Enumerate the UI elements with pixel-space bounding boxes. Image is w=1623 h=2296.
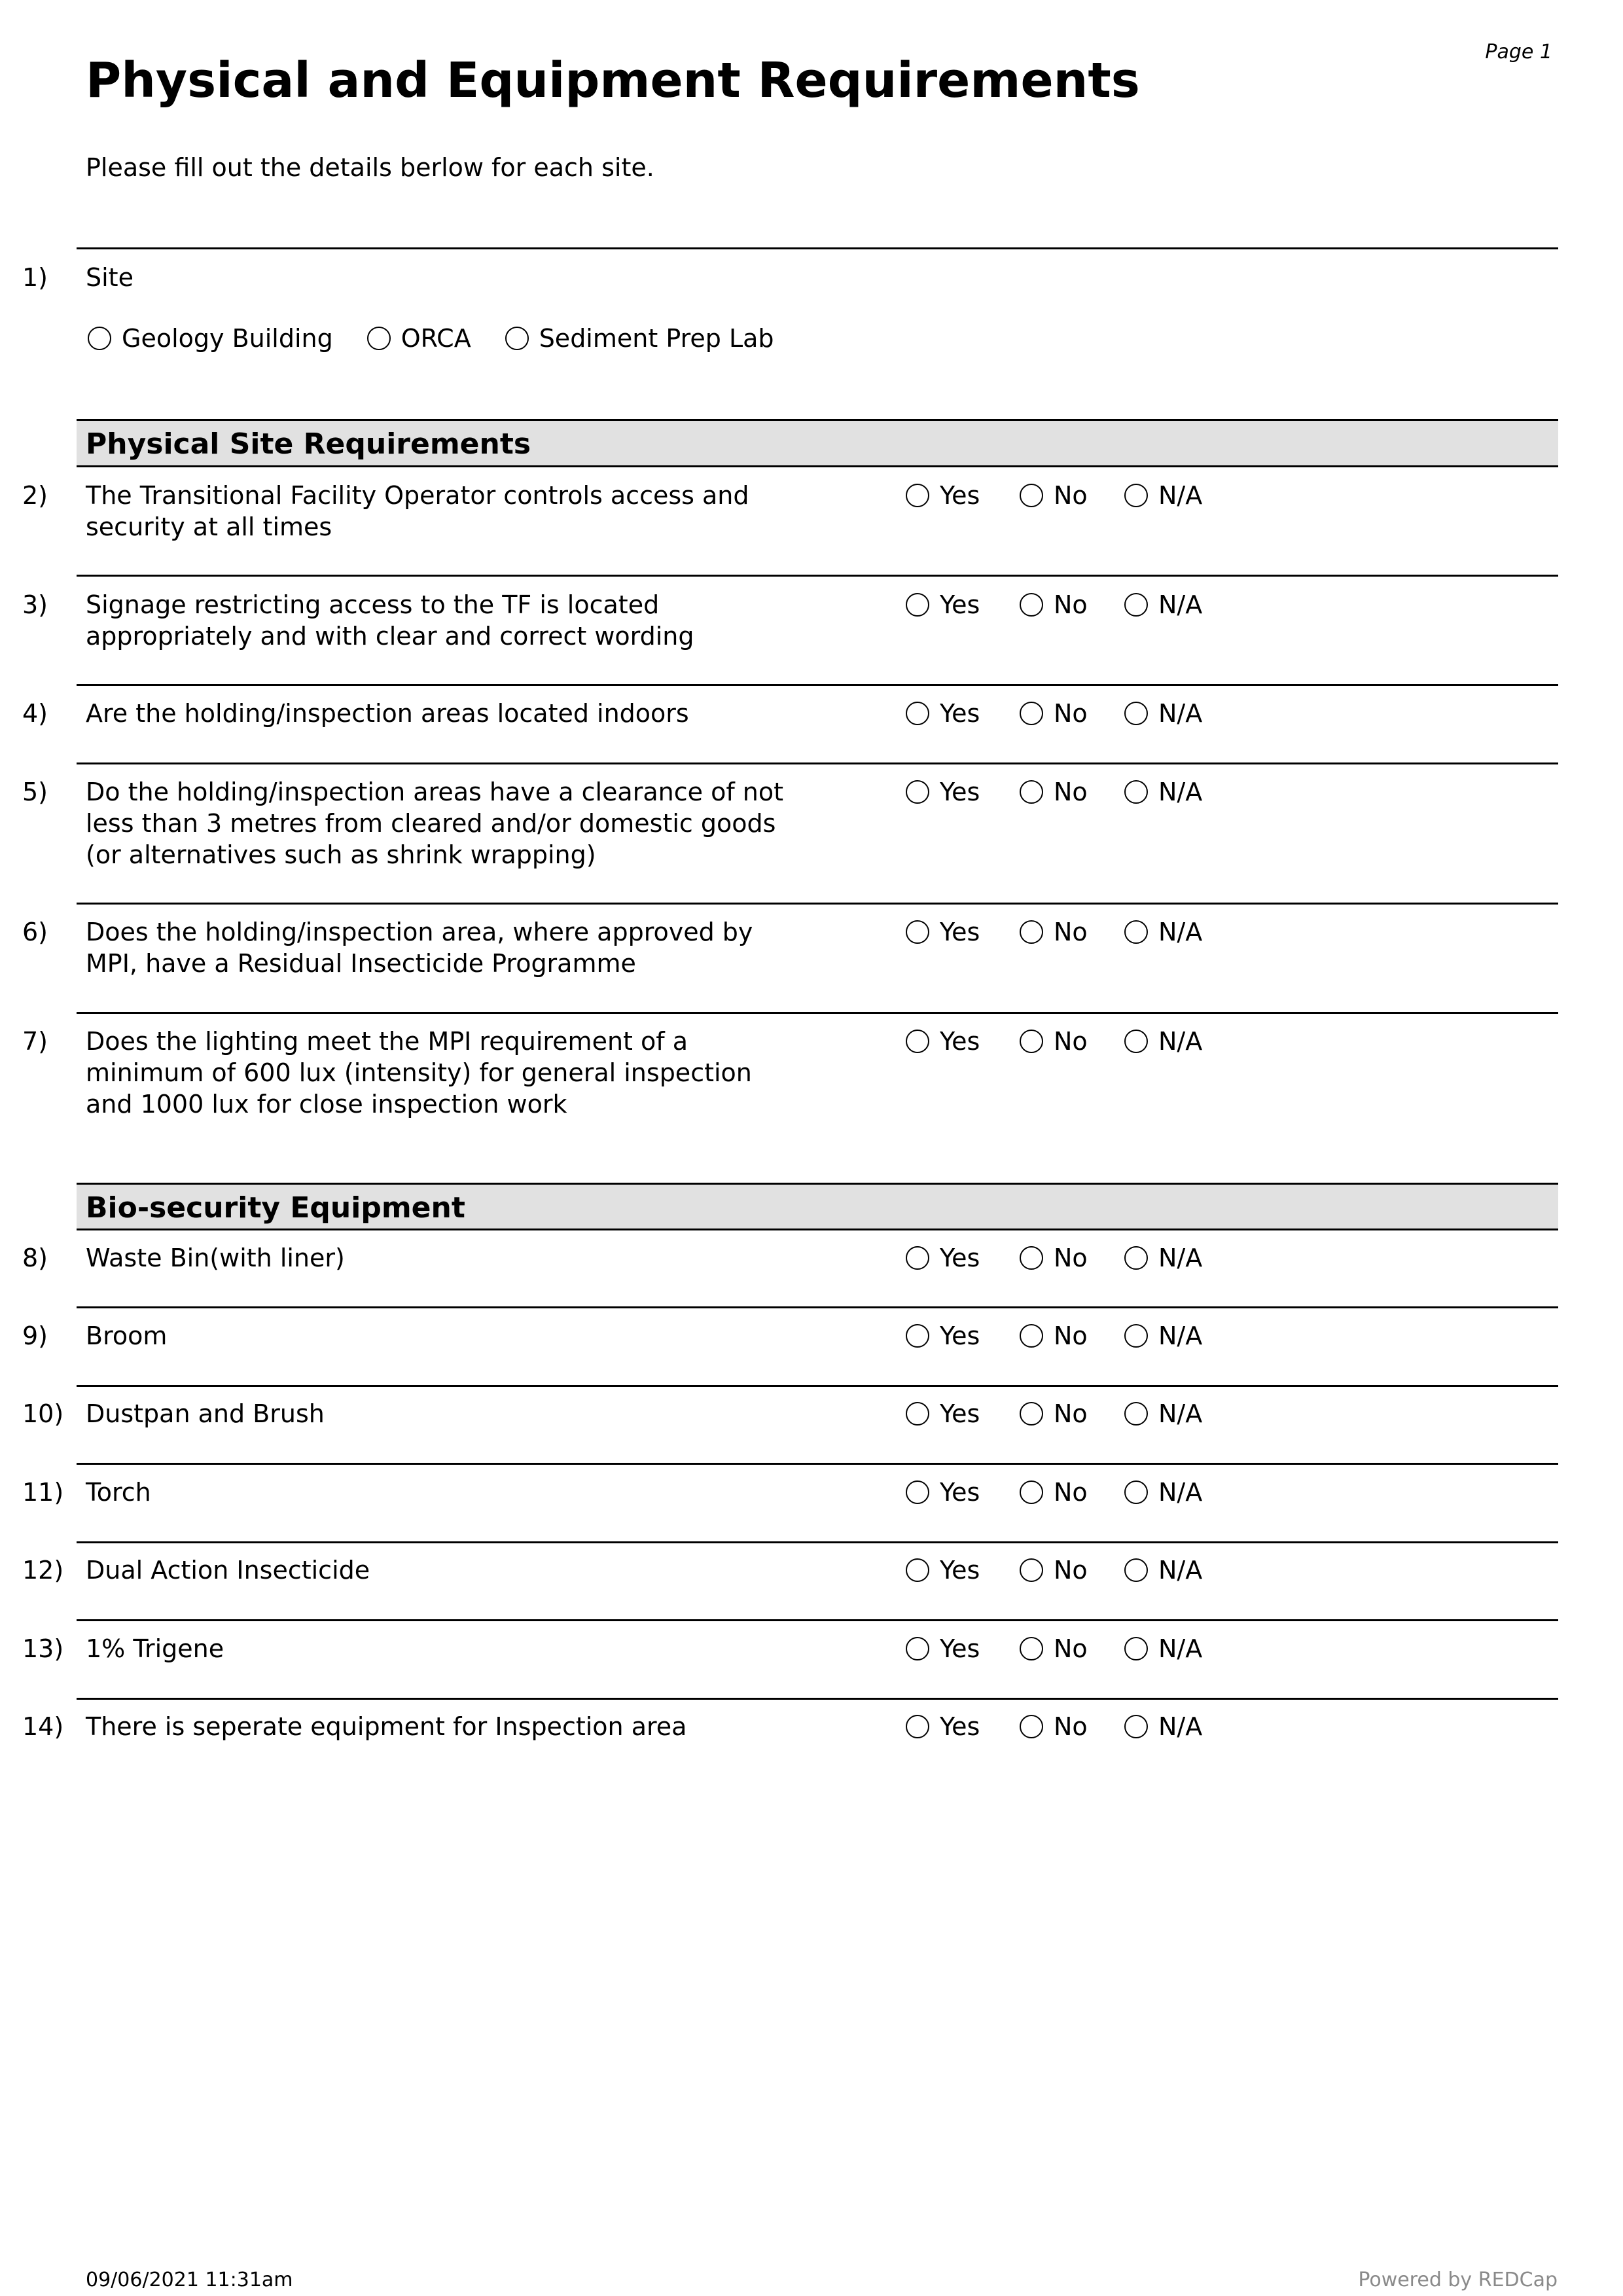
radio-button[interactable] [1124,1715,1148,1738]
question-text: Are the holding/inspection areas located indoors [86,699,689,728]
answer-option-na[interactable] [1124,699,1202,728]
option-label: N/A [1158,699,1203,728]
option-label: Yes [940,918,980,946]
radio-button[interactable] [1020,1637,1043,1660]
answer-option-no[interactable] [1020,1712,1088,1741]
option-label: Yes [940,1556,980,1585]
option-label: No [1054,918,1088,946]
radio-button[interactable] [906,1637,929,1660]
question-number: 10) [22,1399,64,1428]
radio-button[interactable] [1020,702,1043,725]
divider [77,575,1558,577]
option-label: No [1054,1321,1088,1350]
option-label: No [1054,1712,1088,1741]
radio-button[interactable] [906,1324,929,1348]
answer-option-no[interactable] [1020,778,1088,806]
option-label: N/A [1158,481,1203,510]
question-text: 1% Trigene [86,1634,224,1663]
radio-button[interactable] [906,1030,929,1053]
radio-button[interactable] [367,327,391,350]
radio-button[interactable] [1020,1402,1043,1426]
answer-option-no[interactable] [1020,481,1088,510]
answer-option-na[interactable] [1124,778,1202,806]
answer-option-yes[interactable] [906,1244,980,1272]
footer-timestamp: 09/06/2021 11:31am [86,2269,293,2291]
question-number: 13) [22,1634,64,1663]
radio-button[interactable] [1020,1030,1043,1053]
option-label: Yes [940,1478,980,1507]
answer-option-yes[interactable] [906,1399,980,1428]
question-text: There is seperate equipment for Inspection area [86,1712,687,1741]
radio-button[interactable] [1020,1558,1043,1582]
site-option-orca[interactable] [367,324,471,353]
radio-button[interactable] [906,1480,929,1504]
divider [77,762,1558,764]
answer-option-yes[interactable] [906,481,980,510]
divider [77,1698,1558,1700]
radio-button[interactable] [906,1558,929,1582]
option-label: Yes [940,1321,980,1350]
option-label: N/A [1158,1321,1203,1350]
answer-option-yes[interactable] [906,1634,980,1663]
divider [77,1463,1558,1465]
answer-option-yes[interactable] [906,590,980,619]
answer-option-na[interactable] [1124,918,1202,946]
answer-option-yes[interactable] [906,1712,980,1741]
answer-option-yes[interactable] [906,918,980,946]
option-label: Yes [940,1244,980,1272]
answer-option-no[interactable] [1020,918,1088,946]
option-label: Yes [940,699,980,728]
radio-button[interactable] [1124,1558,1148,1582]
site-option-geology-building[interactable] [88,324,333,353]
answer-option-no[interactable] [1020,1556,1088,1585]
page-title: Physical and Equipment Requirements [86,52,1140,109]
radio-button[interactable] [1124,1246,1148,1270]
option-label: No [1054,1478,1088,1507]
divider [77,684,1558,686]
question-number: 5) [22,778,48,806]
divider [77,1012,1558,1014]
radio-button[interactable] [1020,1480,1043,1504]
question-text: Dustpan and Brush [86,1399,325,1428]
option-label: N/A [1158,1712,1203,1741]
option-label: Yes [940,1027,980,1056]
answer-option-no[interactable] [1020,1244,1088,1272]
question-number: 6) [22,918,48,946]
answer-option-no[interactable] [1020,590,1088,619]
option-label: N/A [1158,1478,1203,1507]
option-label: No [1054,778,1088,806]
answer-option-na[interactable] [1124,1712,1202,1741]
option-label: Sediment Prep Lab [539,324,774,353]
question-text: Does the lighting meet the MPI requirement of a minimum of 600 lux (intensity) for general inspection and 1000 lux for close inspection work [86,1027,752,1119]
answer-option-no[interactable] [1020,1027,1088,1056]
radio-button[interactable] [1124,593,1148,617]
question-number: 1) [22,263,48,292]
option-label: Yes [940,481,980,510]
radio-button[interactable] [1020,1715,1043,1738]
radio-button[interactable] [906,593,929,617]
radio-button[interactable] [1020,1324,1043,1348]
divider [77,1385,1558,1387]
option-label: No [1054,1244,1088,1272]
question-number: 7) [22,1027,48,1056]
option-label: Yes [940,590,980,619]
answer-option-yes[interactable] [906,699,980,728]
answer-option-yes[interactable] [906,778,980,806]
option-label: ORCA [401,324,471,353]
option-label: Geology Building [122,324,333,353]
option-label: Yes [940,1712,980,1741]
radio-button[interactable] [906,920,929,944]
option-label: No [1054,481,1088,510]
option-label: Yes [940,1399,980,1428]
question-number: 9) [22,1321,48,1350]
question-text: Signage restricting access to the TF is located appropriately and with clear and correct wording [86,590,694,651]
option-label: No [1054,1556,1088,1585]
answer-option-na[interactable] [1124,1556,1202,1585]
answer-option-na[interactable] [1124,1027,1202,1056]
option-label: Yes [940,1634,980,1663]
answer-option-yes[interactable] [906,1556,980,1585]
question-text: Torch [86,1478,151,1507]
answer-option-no[interactable] [1020,1399,1088,1428]
question-text: Broom [86,1321,168,1350]
option-label: N/A [1158,1244,1203,1272]
option-label: N/A [1158,778,1203,806]
page-number: Page 1 [1485,41,1552,63]
answer-option-no[interactable] [1020,1321,1088,1350]
answer-option-no[interactable] [1020,1634,1088,1663]
radio-button[interactable] [1124,1402,1148,1426]
section-title: Physical Site Requirements [86,427,531,461]
option-label: No [1054,1027,1088,1056]
divider [77,1541,1558,1543]
question-text: Dual Action Insecticide [86,1556,370,1585]
question-number: 14) [22,1712,64,1741]
option-label: N/A [1158,1399,1203,1428]
question-number: 12) [22,1556,64,1585]
option-label: N/A [1158,918,1203,946]
section-title: Bio-security Equipment [86,1191,465,1225]
option-label: N/A [1158,590,1203,619]
radio-button[interactable] [1020,1246,1043,1270]
divider [77,903,1558,905]
section-header-physical-site [77,419,1558,467]
radio-button[interactable] [906,1402,929,1426]
answer-option-no[interactable] [1020,699,1088,728]
radio-button[interactable] [1124,780,1148,804]
answer-option-na[interactable] [1124,1634,1202,1663]
footer-brand: Powered by REDCap [1358,2269,1558,2291]
question-number: 4) [22,699,48,728]
answer-option-no[interactable] [1020,1478,1088,1507]
divider [77,1306,1558,1308]
question-number: 8) [22,1244,48,1272]
radio-button[interactable] [1124,484,1148,507]
answer-option-yes[interactable] [906,1321,980,1350]
instructions-text: Please fill out the details berlow for each site. [86,153,654,182]
question-text: The Transitional Facility Operator controls access and security at all times [86,481,749,541]
option-label: No [1054,1399,1088,1428]
answer-option-na[interactable] [1124,1399,1202,1428]
radio-button[interactable] [906,484,929,507]
question-text: Waste Bin(with liner) [86,1244,345,1272]
answer-option-yes[interactable] [906,1478,980,1507]
question-label-site: Site [86,263,134,292]
question-number: 11) [22,1478,64,1507]
answer-option-na[interactable] [1124,1244,1202,1272]
radio-button[interactable] [505,327,529,350]
site-option-sediment-prep-lab[interactable] [505,324,774,353]
section-header-biosecurity-equipment [77,1183,1558,1230]
radio-button[interactable] [1124,702,1148,725]
option-label: No [1054,1634,1088,1663]
radio-button[interactable] [1020,920,1043,944]
radio-button[interactable] [906,702,929,725]
radio-button[interactable] [1020,780,1043,804]
site-radio-group [88,324,808,353]
option-label: N/A [1158,1027,1203,1056]
answer-option-na[interactable] [1124,481,1202,510]
option-label: No [1054,699,1088,728]
radio-button[interactable] [1124,920,1148,944]
question-number: 3) [22,590,48,619]
divider [77,247,1558,249]
radio-button[interactable] [1020,484,1043,507]
question-text: Do the holding/inspection areas have a clearance of not less than 3 metres from cleared and/or domestic goods (or alternatives such as shrink wrapping) [86,778,784,869]
answer-option-na[interactable] [1124,1321,1202,1350]
option-label: N/A [1158,1556,1203,1585]
radio-button[interactable] [1020,593,1043,617]
option-label: N/A [1158,1634,1203,1663]
question-text: Does the holding/inspection area, where approved by MPI, have a Residual Insecticide Programme [86,918,753,978]
radio-button[interactable] [906,780,929,804]
divider [77,1619,1558,1621]
radio-button[interactable] [1124,1637,1148,1660]
answer-option-yes[interactable] [906,1027,980,1056]
answer-option-na[interactable] [1124,1478,1202,1507]
radio-button[interactable] [1124,1324,1148,1348]
radio-button[interactable] [906,1246,929,1270]
radio-button[interactable] [88,327,111,350]
radio-button[interactable] [1124,1480,1148,1504]
option-label: No [1054,590,1088,619]
radio-button[interactable] [1124,1030,1148,1053]
question-number: 2) [22,481,48,510]
radio-button[interactable] [906,1715,929,1738]
option-label: Yes [940,778,980,806]
answer-option-na[interactable] [1124,590,1202,619]
